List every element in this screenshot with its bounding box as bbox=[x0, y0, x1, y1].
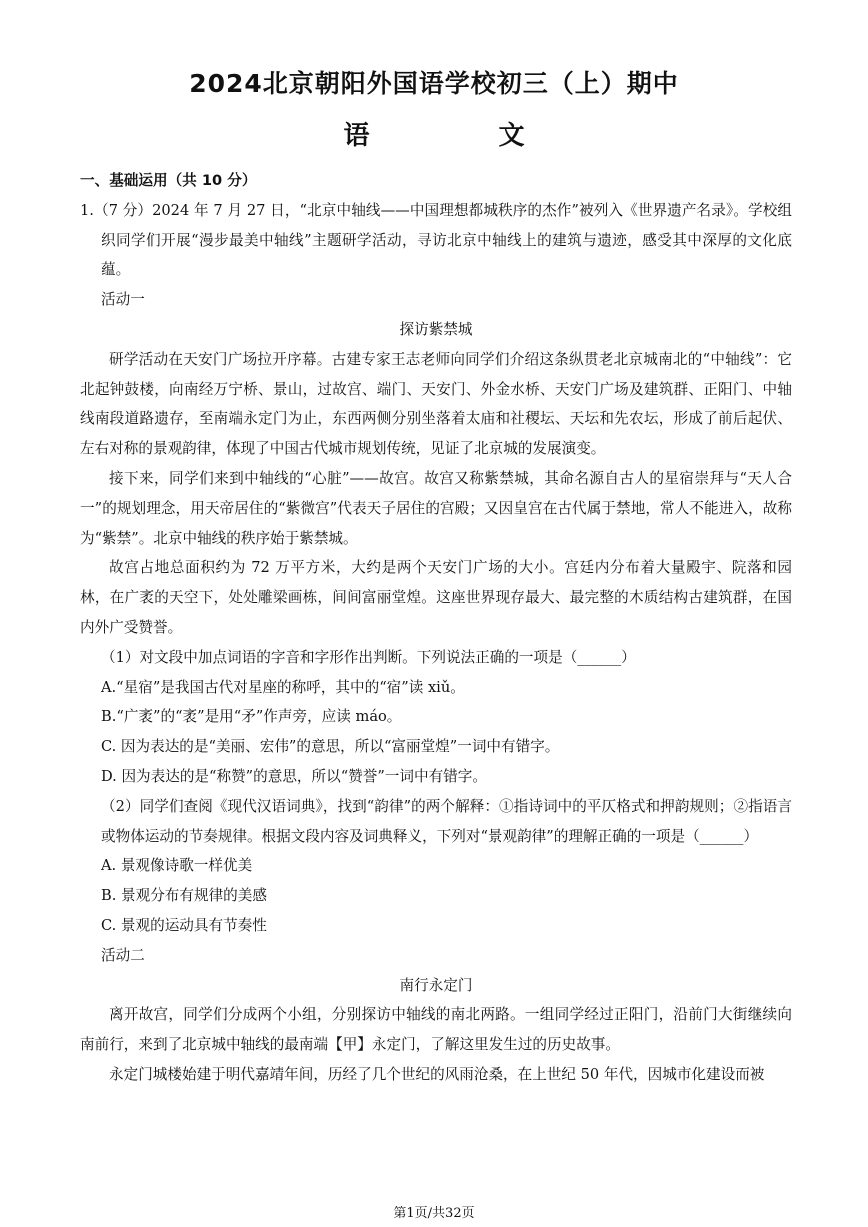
paragraph-5: 永定门城楼始建于明代嘉靖年间，历经了几个世纪的风雨沧桑，在上世纪 50 年代，因城市化建设而被 bbox=[109, 1065, 765, 1083]
sub-question-1-option-d: D. 因为表达的是“称赞”的意思，所以“赞誉”一词中有错字。 bbox=[101, 767, 487, 785]
sub-question-2-option-c: C. 景观的运动具有节奏性 bbox=[101, 916, 267, 934]
activity-1-label: 活动一 bbox=[101, 291, 145, 309]
question-1-intro: 1.（7 分）2024 年 7 月 27 日，“北京中轴线——中国理想都城秩序的杰作”被列入《世界遗产名录》。学校组织同学们开展“漫步最美中轴线”主题研学活动，寻访北京中轴线上的建筑与遗迹，感受其中深厚的文化底蕴。 bbox=[80, 201, 792, 279]
exam-content bbox=[80, 166, 792, 1090]
sub-question-1-stem: （1）对文段中加点词语的字音和字形作出判断。下列说法正确的一项是（______） bbox=[101, 648, 636, 666]
paragraph-2: 接下来，同学们来到中轴线的“心脏”——故宫。故宫又称紫禁城，其命名源自古人的星宿崇拜与“天人合一”的规划理念，用天帝居住的“紫微宫”代表天子居住的宫殿；又因皇宫在古代属于禁地，常人不能进入，故称为“紫禁”。北京中轴线的秩序始于紫禁城。 bbox=[80, 469, 792, 547]
activity-1-title: 探访紫禁城 bbox=[399, 320, 473, 338]
subject-title: 语 文 bbox=[343, 121, 585, 151]
section-heading: 一、基础运用（共 10 分） bbox=[80, 172, 257, 189]
sub-question-2-stem: （2）同学们查阅《现代汉语词典》，找到“韵律”的两个解释：①指诗词中的平仄格式和押韵规则；②指语言或物体运动的节奏规律。根据文段内容及词典释义，下列对“景观韵律”的理解正确的一项是（______） bbox=[101, 797, 792, 845]
sub-question-1-option-c: C. 因为表达的是“美丽、宏伟”的意思，所以“富丽堂煌”一词中有错字。 bbox=[101, 738, 560, 756]
activity-2-label: 活动二 bbox=[101, 946, 145, 964]
sub-question-2-option-a: A. 景观像诗歌一样优美 bbox=[101, 857, 253, 875]
sub-question-2-option-b: B. 景观分布有规律的美感 bbox=[101, 887, 267, 905]
paragraph-1: 研学活动在天安门广场拉开序幕。古建专家王志老师向同学们介绍这条纵贯老北京城南北的“中轴线”：它北起钟鼓楼，向南经万宁桥、景山，过故宫、端门、天安门、外金水桥、天安门广场及建筑群、正阳门、中轴线南段道路遗存，至南端永定门为止，东西两侧分别坐落着太庙和社稷坛、天坛和先农坛，形成了前后起伏、左右对称的景观韵律，体现了中国古代城市规划传统，见证了北京城的发展演变。 bbox=[80, 350, 792, 458]
sub-question-1-option-a: A.“星宿”是我国古代对星座的称呼，其中的“宿”读 xiǔ。 bbox=[101, 678, 465, 696]
page-number: 第1页/共32页 bbox=[393, 1206, 475, 1221]
paragraph-4: 离开故宫，同学们分成两个小组，分别探访中轴线的南北两路。一组同学经过正阳门，沿前门大街继续向南前行，来到了北京城中轴线的最南端【甲】永定门，了解这里发生过的历史故事。 bbox=[80, 1006, 792, 1054]
paragraph-3: 故宫占地总面积约为 72 万平方米，大约是两个天安门广场的大小。宫廷内分布着大量殿宇、院落和园林，在广袤的天空下，处处雕梁画栋，间间富丽堂煌。这座世界现存最大、最完整的木质结构古建筑群，在国内外广受赞誉。 bbox=[80, 559, 792, 636]
activity-2-title: 南行永定门 bbox=[399, 976, 473, 994]
exam-title: 2024北京朝阳外国语学校初三（上）期中 bbox=[189, 69, 679, 98]
sub-question-1-option-b: B.“广袤”的“袤”是用“矛”作声旁，应读 máo。 bbox=[101, 708, 402, 726]
